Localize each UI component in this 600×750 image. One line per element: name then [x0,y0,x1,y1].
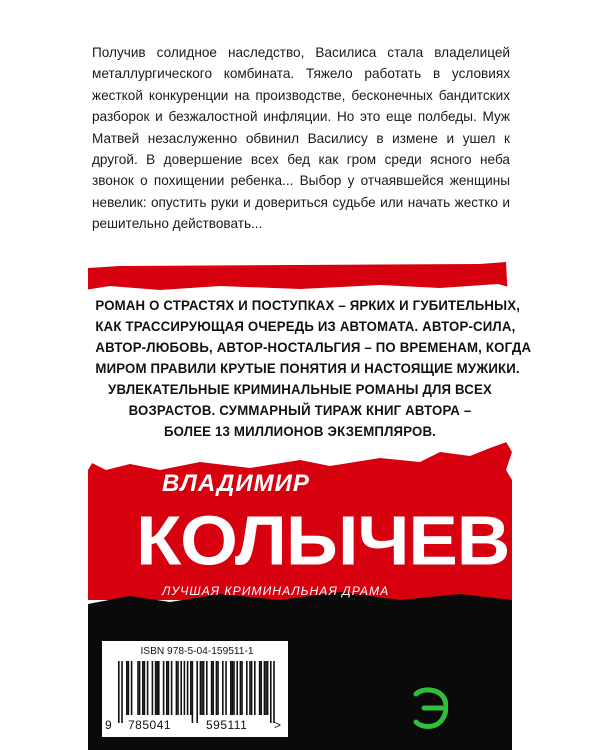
blurb-line: МИРОМ ПРАВИЛИ КРУТЫЕ ПОНЯТИЯ И НАСТОЯЩИЕ МУЖИКИ. [95,361,520,377]
barcode-bar [158,661,160,715]
barcode-panel [102,641,288,737]
barcode-bar [236,661,238,715]
barcode-bar [264,661,266,715]
barcode-bar [260,661,262,715]
barcode-bar [171,661,173,715]
barcode-bar [142,661,144,715]
barcode-bar [254,661,256,715]
barcode-bar [144,661,146,715]
blurb-line: БОЛЕЕ 13 МИЛЛИОНОВ ЭКЗЕМПЛЯРОВ. [163,424,437,440]
barcode-bar [147,661,149,715]
barcode-bar [232,661,234,715]
blurb-block [95,296,532,443]
barcode-bar [203,661,205,715]
synopsis-text: Получив солидное наследство, Василиса стала владелицей металлургического комбината. Тяжело работать в условиях жесткой конкуренции на производстве, бесконечных бандитских разборок и безжалостной инфляции. Но это еще полбеды. Муж Матвей незаслуженно обвинил Василису в измене и ушел к другой. В довершение всех бед как гром среди ясного неба звонок о похищении ребенка... Выбор у отчаявшейся женщины невелик: опустить руки и довериться судьбе или начать жестко и решительно действовать... [92,45,510,232]
barcode-bar [240,661,242,715]
barcode-bar [131,661,133,715]
author-last-name: КОЛЫЧЕВ [136,501,510,580]
barcode-bar [200,661,202,715]
barcode-bar [180,661,182,715]
barcode-bar [176,661,178,715]
barcode-bar [184,661,186,715]
barcode-bar [233,661,235,715]
barcode-bar [206,661,208,715]
barcode-bar [251,661,253,715]
blurb-line: УВЛЕКАТЕЛЬНЫЕ КРИМИНАЛЬНЫЕ РОМАНЫ ДЛЯ ВСЕХ [108,382,492,398]
barcode-bar [212,661,214,715]
barcode-bar [177,661,179,715]
barcode-bar [139,661,141,715]
barcode-bar [270,661,272,723]
blurb-line: АВТОР-ЛЮБОВЬ, АВТОР-НОСТАЛЬГИЯ – ПО ВРЕМЕНАМ, КОГДА [95,340,532,356]
barcode-bar [187,661,189,715]
barcode-bar [155,661,157,715]
barcode-bar [216,661,218,715]
isbn-number: ISBN 978-5-04-159511-1 [140,646,254,657]
barcode-bar [222,661,224,715]
barcode-bar [190,661,192,715]
barcode-bar [273,661,275,723]
barcode-bar [192,661,194,723]
barcode-bar [118,661,120,723]
barcode-bars [118,661,276,723]
barcode-bar [168,661,170,715]
barcode-bar [163,661,165,715]
barcode-digit-first: 9 [105,718,112,732]
barcode-bar [152,661,154,715]
barcode-bar [166,661,168,715]
barcode-bar [267,661,269,715]
series-tagline: ЛУЧШАЯ КРИМИНАЛЬНАЯ ДРАМА [162,584,390,598]
barcode-bar [196,661,198,723]
barcode-bar [128,661,130,715]
blurb-line: КАК ТРАССИРУЮЩАЯ ОЧЕРЕДЬ ИЗ АВТОМАТА. АВТОР-СИЛА, [95,319,516,335]
barcode-bar [137,661,139,715]
blurb-line: ВОЗРАСТОВ. СУММАРНЫЙ ТИРАЖ КНИГ АВТОРА – [128,403,472,419]
publisher-logo-icon [412,686,448,730]
barcode-bar [121,661,123,723]
barcode-bar [201,661,203,715]
blurb-line: РОМАН О СТРАСТЯХ И ПОСТУПКАХ – ЯРКИХ И ГУБИТЕЛЬНЫХ, [95,298,521,314]
barcode-bar [126,661,128,715]
barcode-bar [156,661,158,715]
barcode-digits-right: 595111 [206,718,248,732]
barcode-bar [217,661,219,715]
barcode-bar [225,661,227,715]
barcode-bar [259,661,261,715]
barcode-bar [241,661,243,715]
barcode-bar [211,661,213,715]
barcode-digits-left: 785041 [128,718,172,732]
barcode-bar [246,661,248,715]
barcode-bar [249,661,251,715]
author-first-name: ВЛАДИМИР [162,470,310,497]
barcode-end-mark: > [274,718,282,732]
barcode-bar [230,661,232,715]
barcode-bar [265,661,267,715]
